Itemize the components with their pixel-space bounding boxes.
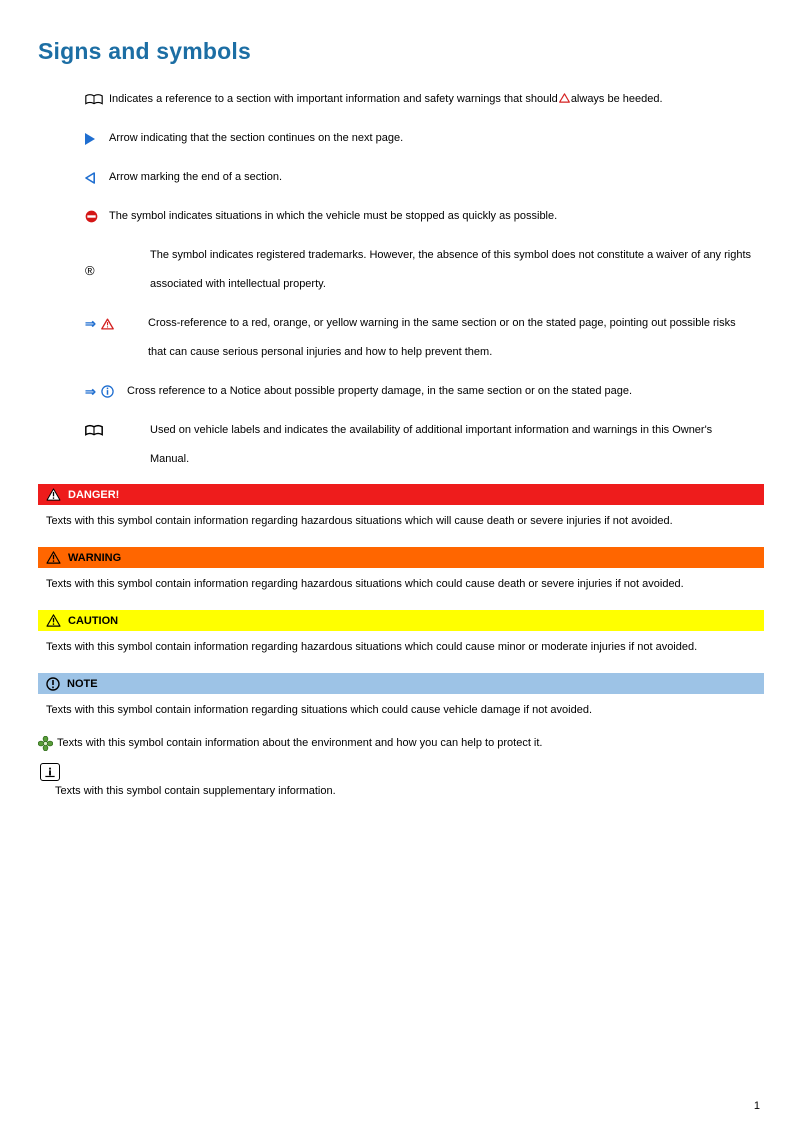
legend-text: Arrow marking the end of a section. — [109, 171, 283, 183]
legend-text: The symbol indicates situations in which the vehicle must be stopped as quickly as possible. — [109, 210, 558, 222]
caution-banner — [38, 610, 764, 631]
legend-text: The symbol indicates registered trademarks. However, the absence of this symbol does not constitute a waiver of any rights associated with intellectual property. — [150, 249, 752, 290]
legend-text: Indicates a reference to a section with important information and safety warnings that should always be heeded. — [109, 93, 663, 105]
open-book-icon — [85, 85, 109, 114]
environment-flower-icon — [38, 736, 53, 751]
caution-body-text: Texts with this symbol contain information regarding hazardous situations which could cause minor or moderate injuries if not avoided. — [46, 641, 698, 653]
legend-text: Used on vehicle labels and indicates the availability of additional important information and warnings in this Owner's Manual. — [150, 424, 713, 465]
page-number: 1 — [753, 1100, 760, 1112]
info-book-icon — [40, 763, 60, 781]
cross-reference-arrow: ⇒ — [85, 315, 96, 331]
supplementary-note — [38, 763, 764, 799]
cross-reference-note-icon — [85, 377, 127, 406]
note-circle-icon — [46, 677, 60, 691]
note-banner — [38, 673, 764, 694]
blue-info-circle-icon — [101, 385, 114, 398]
warning-banner-label: WARNING — [68, 551, 122, 564]
legend-row-end-of-section — [85, 163, 764, 192]
registered-trademark-symbol: ® — [85, 262, 95, 278]
danger-banner — [38, 484, 764, 505]
note-body-text: Texts with this symbol contain information regarding situations which could cause vehicle damage if not avoided. — [46, 704, 593, 716]
red-warning-triangle-icon — [101, 318, 114, 330]
supplementary-note-text: Texts with this symbol contain supplementary information. — [55, 785, 336, 797]
open-book-icon — [85, 416, 109, 445]
danger-banner-label: DANGER! — [68, 488, 120, 501]
symbol-legend — [85, 85, 764, 474]
stop-icon — [85, 202, 109, 231]
danger-body-text: Texts with this symbol contain information regarding hazardous situations which will cause death or severe injuries if not avoided. — [46, 515, 673, 527]
legend-row-crossref-warning — [85, 309, 764, 367]
caution-banner-label: CAUTION — [68, 614, 119, 627]
note-banner-label: NOTE — [67, 677, 98, 690]
cross-reference-arrow: ⇒ — [85, 383, 96, 399]
legend-row-stop — [85, 202, 764, 231]
arrow-right-icon — [85, 124, 109, 153]
legend-text: Cross-reference to a red, orange, or yellow warning in the same section or on the stated page, pointing out possible risks that can cause serious personal injuries and how to help prevent them. — [148, 317, 736, 358]
warning-triangle-icon — [46, 614, 61, 627]
environment-note — [38, 736, 764, 751]
warning-banner — [38, 547, 764, 568]
legend-row-continues — [85, 124, 764, 153]
legend-text: Arrow indicating that the section continues on the next page. — [109, 132, 404, 144]
legend-row-vehicle-labels — [85, 416, 764, 474]
legend-row-trademark — [85, 241, 764, 299]
warning-triangle-icon — [46, 488, 61, 501]
red-warning-triangle-icon — [559, 93, 570, 103]
environment-note-text: Texts with this symbol contain information about the environment and how you can help to protect it. — [57, 737, 543, 749]
warning-body-text: Texts with this symbol contain information regarding hazardous situations which could cause death or severe injuries if not avoided. — [46, 578, 684, 590]
arrow-left-icon — [85, 163, 109, 192]
cross-reference-warning-icon — [85, 309, 127, 338]
legend-row-crossref-note — [85, 377, 764, 406]
legend-row-reference — [85, 85, 764, 114]
warning-triangle-icon — [46, 551, 61, 564]
page-title: Signs and symbols — [38, 38, 252, 64]
legend-text: Cross reference to a Notice about possible property damage, in the same section or on the stated page. — [127, 385, 633, 397]
